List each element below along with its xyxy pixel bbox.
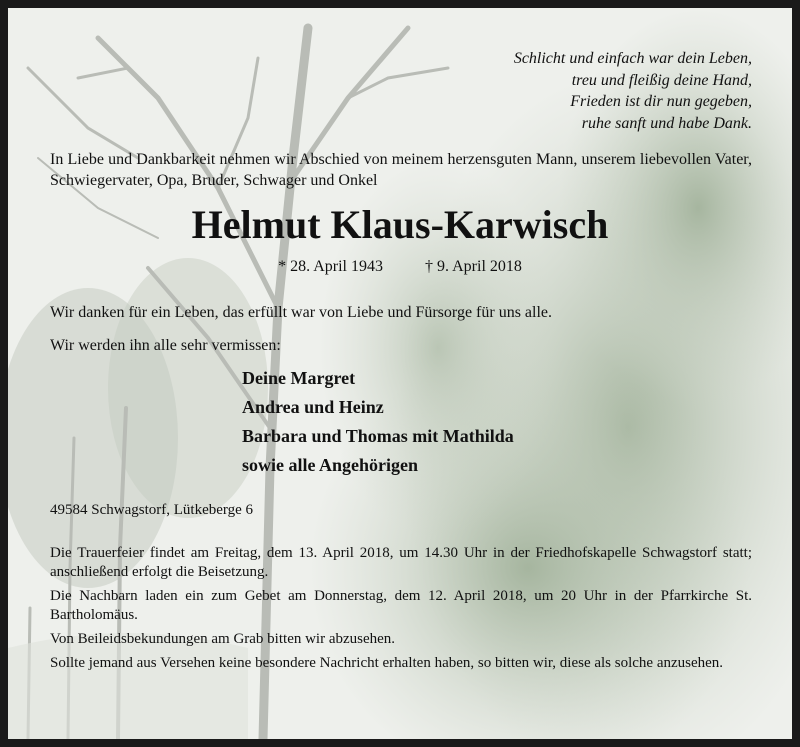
poem-line: treu und fleißig deine Hand, [571, 71, 752, 89]
mourner: Deine Margret [242, 368, 356, 388]
poem-line: Frieden ist dir nun gegeben, [570, 93, 752, 110]
poem [412, 48, 752, 134]
intro-text: In Liebe und Dankbarkeit nehmen wir Abschied von meinem herzensguten Mann, unserem liebevollen Vater, Schwiegervater, Opa, Bruder, Schwager und Onkel [50, 151, 752, 189]
notification-notice: Sollte jemand aus Versehen keine besondere Nachricht erhalten haben, so bitten wir, diese als solche anzusehen. [50, 655, 724, 671]
thanks-text: Wir danken für ein Leben, das erfüllt war von Liebe und Fürsorge für uns alle. [50, 304, 553, 321]
birth-date: * 28. April 1943 [278, 258, 383, 275]
death-date: † 9. April 2018 [425, 258, 522, 275]
deceased-name: Helmut Klaus-Karwisch [191, 202, 609, 247]
life-dates [8, 257, 792, 277]
miss-text: Wir werden ihn alle sehr vermissen: [50, 337, 281, 354]
notices [50, 544, 752, 678]
mourners-list [242, 364, 702, 480]
mourner: Andrea und Heinz [242, 397, 384, 417]
obituary-notice [8, 8, 792, 739]
mourner: sowie alle Angehörigen [242, 455, 418, 475]
poem-line: ruhe sanft und habe Dank. [581, 114, 752, 132]
family-address: 49584 Schwagstorf, Lütkeberge 6 [50, 502, 254, 518]
mourner: Barbara und Thomas mit Mathilda [242, 426, 514, 446]
prayer-notice: Die Nachbarn laden ein zum Gebet am Donnerstag, dem 12. April 2018, um 20 Uhr in der Pfarrkirche St. Bartholomäus. [50, 588, 752, 623]
funeral-notice: Die Trauerfeier findet am Freitag, dem 13. April 2018, um 14.30 Uhr in der Friedhofskapelle Schwagstorf statt; anschließend erfolgt die Beisetzung. [50, 545, 752, 580]
condolence-notice: Von Beileidsbekundungen am Grab bitten wir abzusehen. [50, 631, 396, 647]
poem-line: Schlicht und einfach war dein Leben, [513, 50, 752, 67]
